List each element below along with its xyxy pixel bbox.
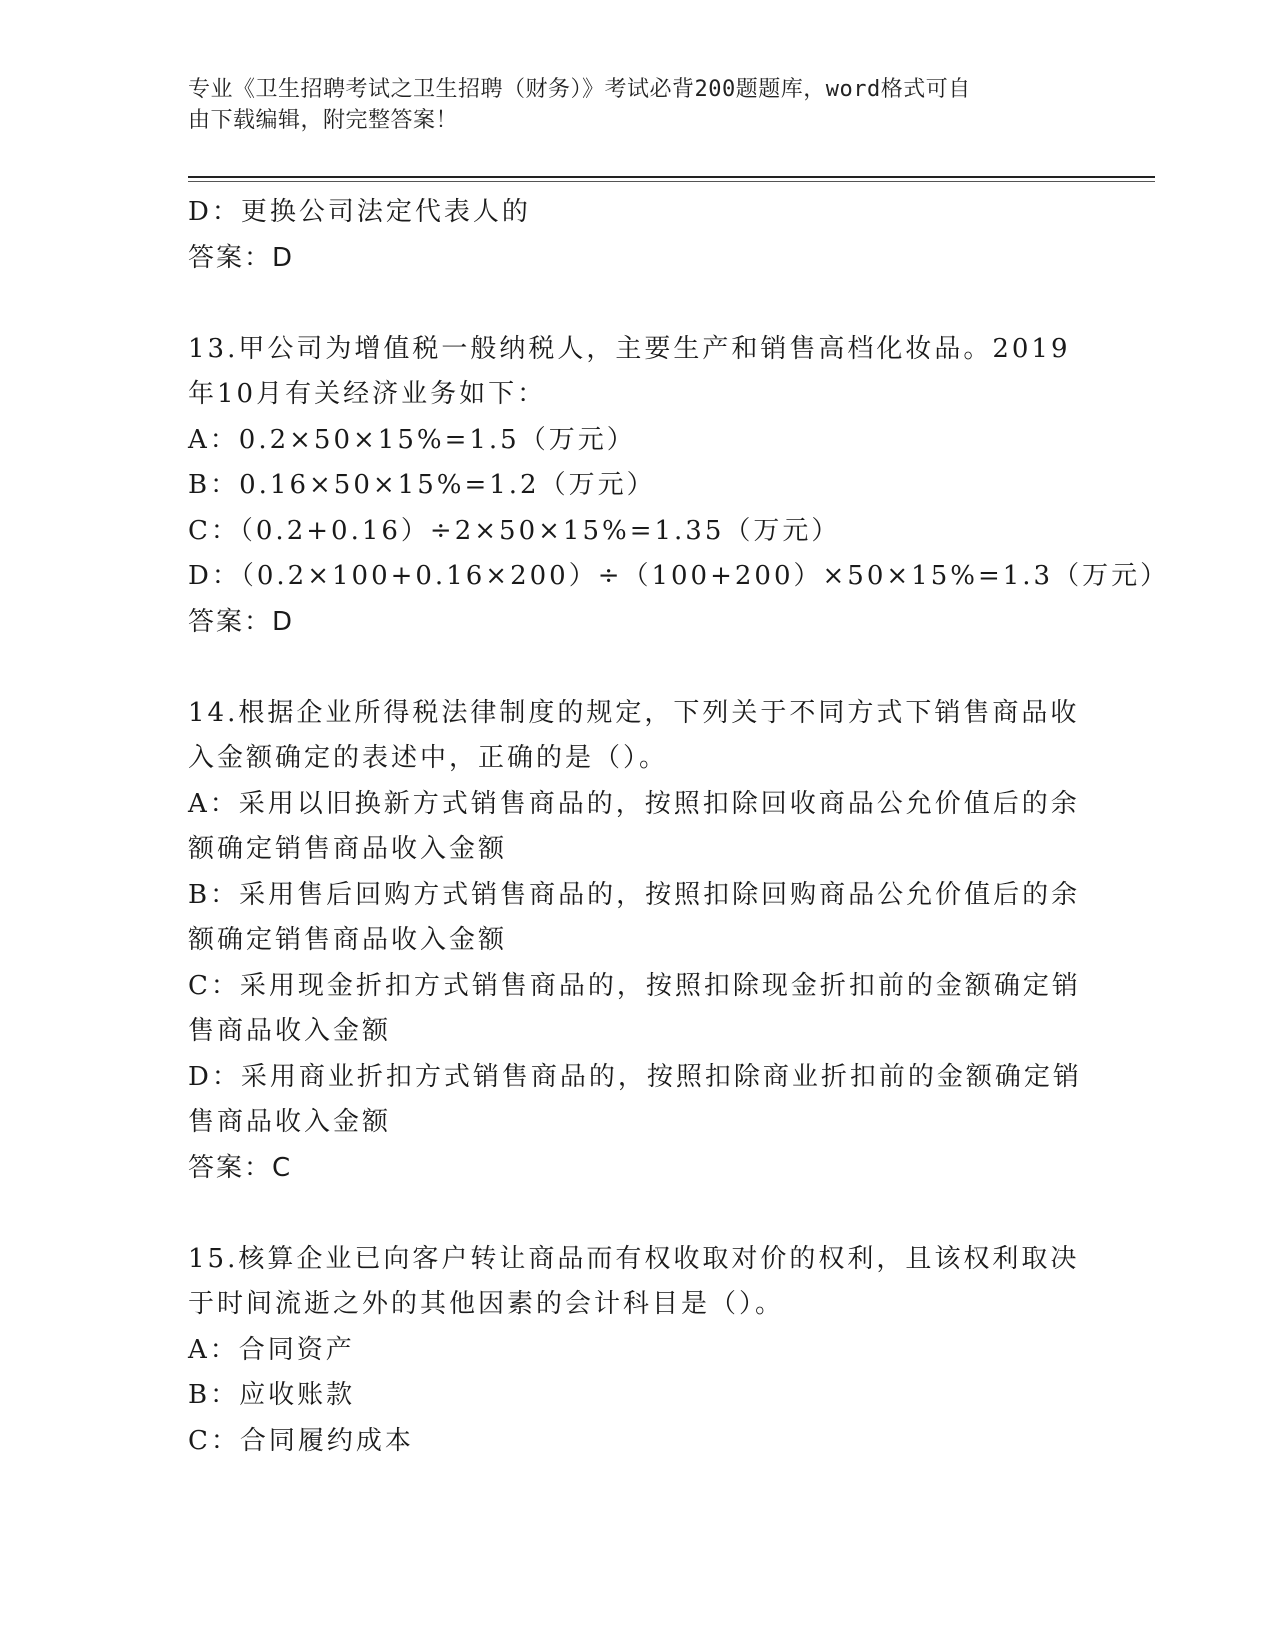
document-header — [188, 74, 1068, 136]
option-a: A：合同资产 — [188, 1334, 355, 1365]
option-d: D：更换公司法定代表人的 — [188, 197, 531, 227]
question-stem: 于时间流逝之外的其他因素的会计科目是（）。 — [188, 1289, 785, 1319]
header-line-1: 专业《卫生招聘考试之卫生招聘（财务）》考试必背200题题库，word格式可自 — [188, 77, 971, 102]
question-12-tail — [188, 190, 1078, 281]
question-stem: 入金额确定的表述中，正确的是（）。 — [188, 743, 669, 773]
option-c: C：（0.2+0.16）÷2×50×15%=1.35（万元） — [188, 515, 841, 546]
option-a: A：0.2×50×15%=1.5（万元） — [188, 424, 636, 455]
option-b: B：采用售后回购方式销售商品的，按照扣除回购商品公允价值后的余 — [188, 879, 1081, 910]
spacer — [188, 1191, 1078, 1237]
question-15 — [188, 1237, 1078, 1465]
question-stem: 13.甲公司为增值税一般纳税人，主要生产和销售高档化妆品。2019 — [188, 333, 1071, 364]
option-d: D：（0.2×100+0.16×200）÷（100+200）×50×15%=1.3（万元） — [188, 561, 1170, 591]
answer-label: 答案：D — [188, 606, 295, 637]
header-divider-thick — [188, 176, 1155, 178]
question-14 — [188, 691, 1082, 1192]
question-stem: 15.核算企业已向客户转让商品而有权收取对价的权利，且该权利取决 — [188, 1243, 1080, 1274]
option-c: C：合同履约成本 — [188, 1425, 414, 1456]
option-c-continued: 售商品收入金额 — [188, 1016, 392, 1046]
answer-label: 答案：C — [188, 1152, 293, 1183]
answer-label: 答案：D — [188, 242, 295, 273]
option-b: B：应收账款 — [188, 1380, 356, 1410]
option-d: D：采用商业折扣方式销售商品的，按照扣除商业折扣前的金额确定销 — [188, 1061, 1082, 1092]
spacer — [188, 645, 1078, 691]
option-a: A：采用以旧换新方式销售商品的，按照扣除回收商品公允价值后的余 — [188, 788, 1080, 819]
header-divider-thin — [188, 181, 1155, 182]
question-list — [188, 190, 1170, 1464]
option-b-continued: 额确定销售商品收入金额 — [188, 925, 508, 955]
header-line-2: 由下载编辑，附完整答案！ — [188, 108, 459, 133]
option-d-continued: 售商品收入金额 — [188, 1107, 392, 1137]
question-stem: 年10月有关经济业务如下： — [188, 379, 547, 409]
option-a-continued: 额确定销售商品收入金额 — [188, 834, 508, 864]
question-13 — [188, 327, 1170, 646]
option-b: B：0.16×50×15%=1.2（万元） — [188, 470, 656, 500]
question-stem: 14.根据企业所得税法律制度的规定，下列关于不同方式下销售商品收 — [188, 697, 1080, 728]
spacer — [188, 281, 1078, 327]
option-c: C：采用现金折扣方式销售商品的，按照扣除现金折扣前的金额确定销 — [188, 970, 1081, 1001]
